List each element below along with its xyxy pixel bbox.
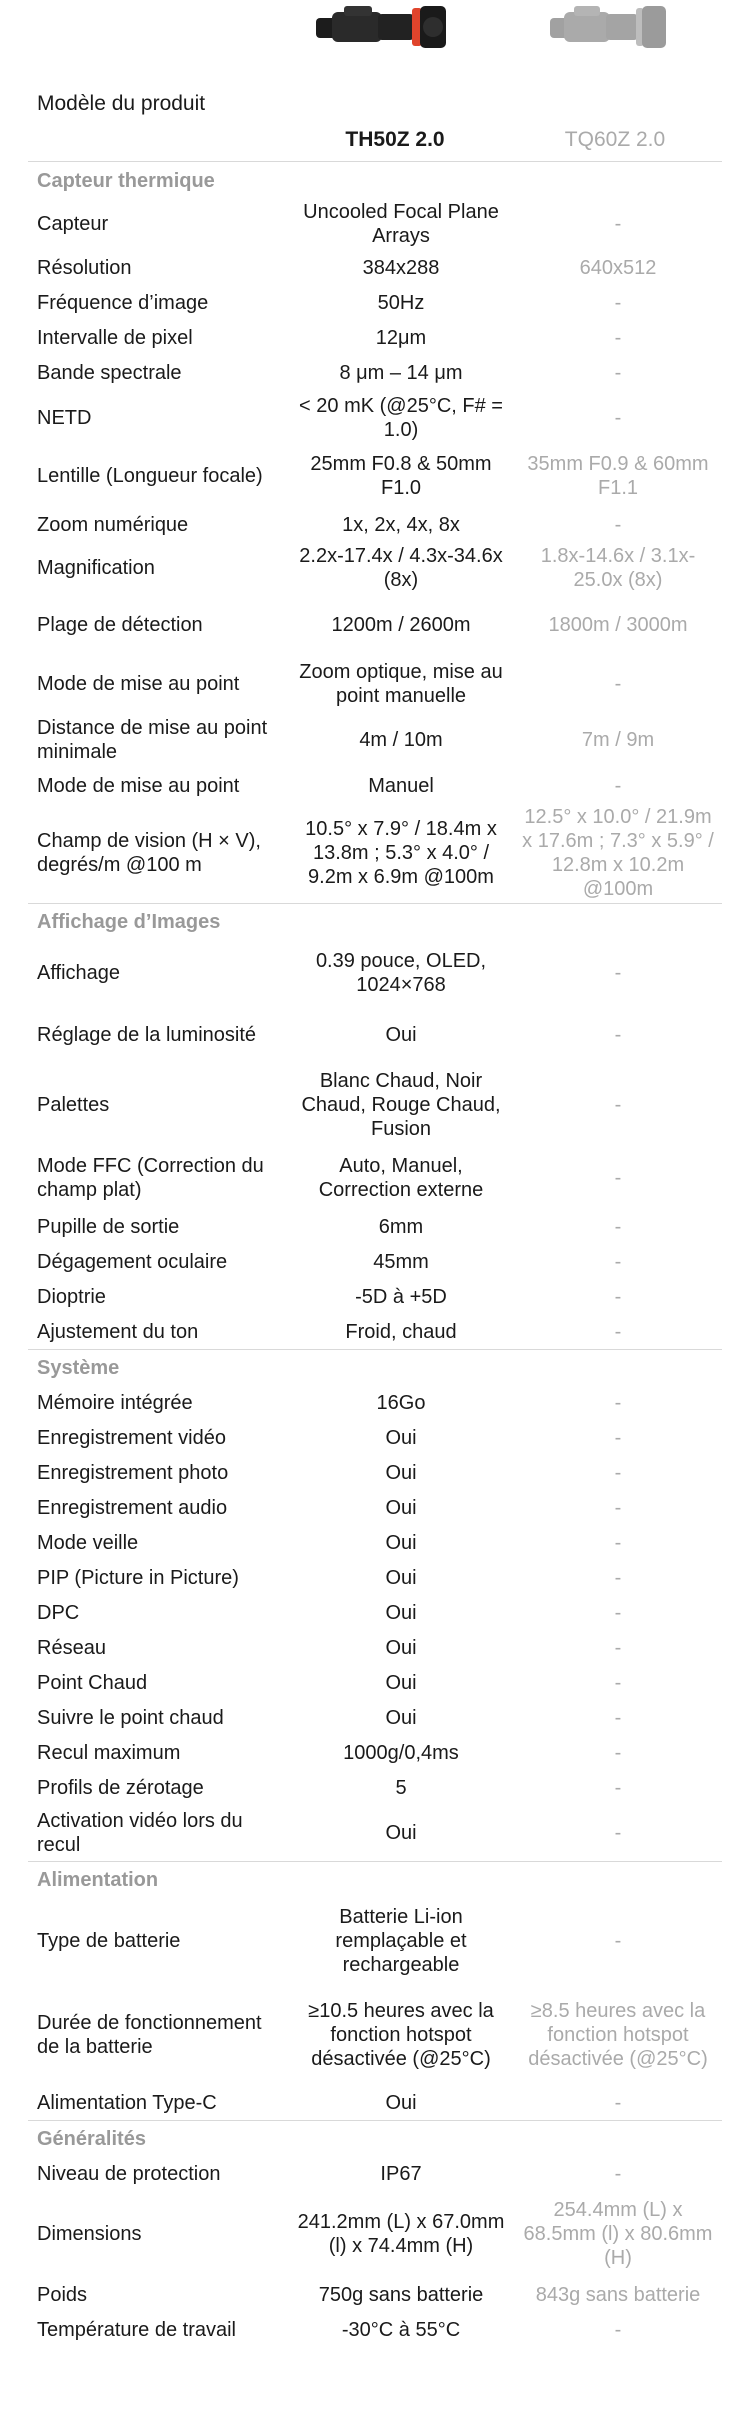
spec-label: Lentille (Longueur focale) bbox=[37, 465, 263, 487]
spec-value-b: ≥8.5 heures avec la fonction hotspot désactivée (@25°C) bbox=[528, 2000, 708, 2070]
spec-value-b: - bbox=[614, 361, 622, 384]
section-header bbox=[0, 1349, 750, 1385]
spec-label: Niveau de protection bbox=[37, 2162, 221, 2185]
spec-value-b: 12.5° x 10.0° / 21.9m x 17.6m ; 7.3° x 5.9° / 12.8m x 10.2m @100m bbox=[522, 806, 714, 900]
spec-table bbox=[0, 162, 750, 2347]
spec-value-a: Oui bbox=[385, 1671, 417, 1694]
spec-label: Mode de mise au point bbox=[37, 673, 240, 695]
spec-value-a: Manuel bbox=[368, 774, 434, 797]
spec-value-a: < 20 mK (@25°C, F# = 1.0) bbox=[299, 394, 503, 441]
spec-value-a: IP67 bbox=[380, 2162, 422, 2185]
spec-value-b: - bbox=[614, 1822, 622, 1844]
spec-row bbox=[0, 1805, 750, 1861]
spec-row bbox=[0, 320, 750, 355]
spec-value-a: 2.2x-17.4x / 4.3x-34.6x (8x) bbox=[299, 545, 503, 591]
spec-value-a: 1000g/0,4ms bbox=[343, 1741, 459, 1764]
section-header bbox=[0, 2120, 750, 2156]
thermal-scope-b-image bbox=[548, 4, 668, 50]
spec-row bbox=[0, 712, 750, 768]
spec-row bbox=[0, 1063, 750, 1147]
spec-label: Poids bbox=[37, 2283, 88, 2306]
spec-value-b: - bbox=[614, 1167, 622, 1189]
thermal-scope-a-image bbox=[314, 4, 448, 50]
spec-value-b: - bbox=[614, 1215, 622, 1238]
spec-value-b: - bbox=[614, 1024, 622, 1046]
spec-row bbox=[0, 1455, 750, 1490]
spec-value-a: -5D à +5D bbox=[355, 1285, 447, 1308]
spec-value-a: 25mm F0.8 & 50mm F1.0 bbox=[310, 453, 492, 499]
spec-value-a: Batterie Li-ion remplaçable et rechargeable bbox=[335, 1906, 467, 1976]
model-label: Modèle du produit bbox=[37, 92, 206, 115]
spec-value-b: - bbox=[614, 1741, 622, 1764]
spec-row bbox=[0, 2156, 750, 2191]
spec-value-b: - bbox=[614, 1671, 622, 1694]
spec-value-b: - bbox=[614, 774, 622, 797]
spec-value-a: Oui bbox=[385, 1461, 417, 1484]
spec-label: PIP (Picture in Picture) bbox=[37, 1566, 239, 1589]
spec-value-b: - bbox=[614, 2162, 622, 2185]
spec-value-b: 254.4mm (L) x 68.5mm (l) x 80.6mm (H) bbox=[523, 2199, 713, 2269]
section-title: Généralités bbox=[37, 2128, 146, 2150]
spec-label: Profils de zérotage bbox=[37, 1776, 204, 1799]
spec-row bbox=[0, 390, 750, 445]
spec-label: DPC bbox=[37, 1601, 80, 1624]
spec-label: Recul maximum bbox=[37, 1741, 181, 1764]
spec-value-a: Oui bbox=[385, 1024, 417, 1046]
spec-row bbox=[0, 2191, 750, 2277]
spec-label: Point Chaud bbox=[37, 1671, 148, 1694]
spec-row bbox=[0, 1700, 750, 1735]
spec-row bbox=[0, 198, 750, 250]
spec-row bbox=[0, 1490, 750, 1525]
spec-value-b: - bbox=[614, 1566, 622, 1589]
spec-label: Type de batterie bbox=[37, 1930, 181, 1952]
spec-value-b: - bbox=[614, 1320, 622, 1343]
spec-label: Affichage bbox=[37, 962, 121, 984]
spec-value-b: 35mm F0.9 & 60mm F1.1 bbox=[527, 453, 709, 499]
spec-row bbox=[0, 2312, 750, 2347]
spec-row bbox=[0, 594, 750, 656]
spec-value-a: Auto, Manuel, Correction externe bbox=[318, 1155, 484, 1201]
spec-row bbox=[0, 1595, 750, 1630]
spec-label: Enregistrement vidéo bbox=[37, 1426, 226, 1449]
spec-row bbox=[0, 1560, 750, 1595]
spec-value-b: - bbox=[614, 1531, 622, 1554]
spec-label: Pupille de sortie bbox=[37, 1215, 180, 1238]
spec-value-a: 8 μm – 14 μm bbox=[339, 361, 463, 384]
spec-label: Mode veille bbox=[37, 1531, 139, 1554]
spec-value-b: - bbox=[614, 1601, 622, 1624]
spec-value-b: 843g sans batterie bbox=[535, 2283, 701, 2306]
spec-value-a: 1200m / 2600m bbox=[331, 614, 471, 636]
spec-value-b: - bbox=[614, 513, 622, 536]
spec-value-a: 241.2mm (L) x 67.0mm (l) x 74.4mm (H) bbox=[297, 2211, 505, 2257]
spec-value-a: 16Go bbox=[376, 1391, 426, 1414]
spec-value-b: - bbox=[614, 1776, 622, 1799]
section-title: Affichage d’Images bbox=[37, 911, 221, 933]
spec-value-b: - bbox=[614, 326, 622, 349]
spec-row bbox=[0, 1314, 750, 1349]
spec-row bbox=[0, 355, 750, 390]
spec-label: Réseau bbox=[37, 1636, 106, 1659]
spec-label: Durée de fonctionnement de la batterie bbox=[37, 2012, 262, 2058]
spec-value-b: - bbox=[614, 1285, 622, 1308]
spec-label: Palettes bbox=[37, 1094, 110, 1116]
spec-value-a: 12μm bbox=[375, 326, 427, 349]
spec-value-b: 1.8x-14.6x / 3.1x-25.0x (8x) bbox=[540, 545, 696, 591]
spec-label: Suivre le point chaud bbox=[37, 1706, 224, 1729]
spec-row bbox=[0, 1735, 750, 1770]
spec-label: Température de travail bbox=[37, 2318, 236, 2341]
spec-label: Dioptrie bbox=[37, 1285, 106, 1308]
section-title: Capteur thermique bbox=[37, 170, 215, 192]
spec-label: NETD bbox=[37, 406, 92, 429]
spec-row bbox=[0, 939, 750, 1007]
spec-value-b: - bbox=[614, 1250, 622, 1273]
spec-value-a: Oui bbox=[385, 1822, 417, 1844]
spec-value-a: Oui bbox=[385, 1531, 417, 1554]
spec-value-b: - bbox=[614, 1496, 622, 1519]
spec-value-b: - bbox=[614, 1930, 622, 1952]
spec-value-a: ≥10.5 heures avec la fonction hotspot désactivée (@25°C) bbox=[308, 2000, 494, 2070]
section-divider bbox=[28, 1861, 722, 1862]
spec-label: Dimensions bbox=[37, 2223, 142, 2245]
spec-value-a: 10.5° x 7.9° / 18.4m x 13.8m ; 5.3° x 4.0° / 9.2m x 6.9m @100m bbox=[305, 818, 497, 888]
spec-label: Enregistrement photo bbox=[37, 1461, 229, 1484]
spec-value-a: 50Hz bbox=[377, 291, 425, 314]
spec-value-a: Oui bbox=[385, 2091, 417, 2114]
spec-value-a: 6mm bbox=[378, 1215, 424, 1238]
spec-row bbox=[0, 1665, 750, 1700]
section-divider bbox=[28, 1349, 722, 1350]
spec-value-a: Zoom optique, mise au point manuelle bbox=[299, 661, 503, 707]
spec-value-b: - bbox=[614, 1461, 622, 1484]
spec-label: Dégagement oculaire bbox=[37, 1250, 228, 1273]
spec-label: Distance de mise au point minimale bbox=[37, 717, 268, 763]
spec-row bbox=[0, 445, 750, 507]
product-images bbox=[0, 0, 750, 55]
spec-row bbox=[0, 656, 750, 712]
model-b-name: TQ60Z 2.0 bbox=[564, 128, 666, 151]
section-header bbox=[0, 903, 750, 939]
spec-row bbox=[0, 768, 750, 803]
model-a-name: TH50Z 2.0 bbox=[345, 128, 445, 151]
spec-value-a: Froid, chaud bbox=[345, 1320, 457, 1343]
spec-value-b: - bbox=[614, 2318, 622, 2341]
section-header bbox=[0, 1861, 750, 1897]
spec-row bbox=[0, 285, 750, 320]
section-divider bbox=[28, 2120, 722, 2121]
spec-value-b: - bbox=[614, 1636, 622, 1659]
spec-value-b: - bbox=[614, 1391, 622, 1414]
spec-value-a: 5 bbox=[395, 1776, 407, 1799]
spec-label: Ajustement du ton bbox=[37, 1320, 199, 1343]
spec-label: Enregistrement audio bbox=[37, 1496, 228, 1519]
spec-row bbox=[0, 507, 750, 542]
spec-row bbox=[0, 1630, 750, 1665]
spec-value-b: 1800m / 3000m bbox=[548, 614, 688, 636]
section-title: Système bbox=[37, 1357, 120, 1379]
spec-row bbox=[0, 1985, 750, 2085]
section-divider bbox=[28, 903, 722, 904]
spec-value-b: - bbox=[614, 213, 622, 235]
spec-value-a: 384x288 bbox=[362, 256, 440, 279]
spec-row bbox=[0, 1007, 750, 1063]
spec-row bbox=[0, 250, 750, 285]
spec-value-b: - bbox=[614, 1426, 622, 1449]
spec-value-b: - bbox=[614, 1094, 622, 1116]
spec-row bbox=[0, 542, 750, 594]
spec-value-b: - bbox=[614, 1706, 622, 1729]
spec-value-a: Oui bbox=[385, 1566, 417, 1589]
spec-label: Bande spectrale bbox=[37, 361, 182, 384]
spec-value-a: Blanc Chaud, Noir Chaud, Rouge Chaud, Fusion bbox=[301, 1070, 501, 1140]
spec-row bbox=[0, 2277, 750, 2312]
spec-value-b: - bbox=[614, 291, 622, 314]
spec-label: Zoom numérique bbox=[37, 513, 189, 536]
spec-value-a: 1x, 2x, 4x, 8x bbox=[342, 513, 460, 536]
spec-label: Résolution bbox=[37, 256, 132, 279]
spec-row bbox=[0, 1244, 750, 1279]
spec-value-a: Oui bbox=[385, 1426, 417, 1449]
spec-value-a: Uncooled Focal Plane Arrays bbox=[303, 201, 499, 247]
spec-row bbox=[0, 1147, 750, 1209]
spec-label: Mode FFC (Correction du champ plat) bbox=[37, 1155, 264, 1201]
spec-value-a: Oui bbox=[385, 1601, 417, 1624]
spec-row bbox=[0, 1420, 750, 1455]
spec-label: Mode de mise au point bbox=[37, 774, 240, 797]
spec-label: Champ de vision (H × V), degrés/m @100 m bbox=[37, 830, 261, 876]
spec-value-b: 640x512 bbox=[579, 256, 657, 279]
spec-label: Mémoire intégrée bbox=[37, 1391, 193, 1414]
spec-value-a: -30°C à 55°C bbox=[341, 2318, 461, 2341]
spec-label: Activation vidéo lors du recul bbox=[37, 1810, 243, 1856]
spec-row bbox=[0, 803, 750, 903]
spec-value-a: 0.39 pouce, OLED, 1024×768 bbox=[315, 950, 487, 996]
spec-value-a: Oui bbox=[385, 1496, 417, 1519]
spec-row bbox=[0, 1897, 750, 1985]
spec-label: Alimentation Type-C bbox=[37, 2091, 217, 2114]
spec-value-a: Oui bbox=[385, 1636, 417, 1659]
spec-value-b: - bbox=[614, 406, 622, 429]
spec-value-b: - bbox=[614, 673, 622, 695]
spec-value-a: Oui bbox=[385, 1706, 417, 1729]
spec-value-b: 7m / 9m bbox=[581, 729, 655, 751]
spec-value-a: 4m / 10m bbox=[359, 729, 443, 751]
spec-value-a: 45mm bbox=[373, 1250, 429, 1273]
spec-row bbox=[0, 1770, 750, 1805]
spec-value-b: - bbox=[614, 962, 622, 984]
spec-value-a: 750g sans batterie bbox=[318, 2283, 484, 2306]
spec-label: Capteur bbox=[37, 213, 109, 235]
spec-label: Réglage de la luminosité bbox=[37, 1024, 257, 1046]
spec-label: Plage de détection bbox=[37, 614, 203, 636]
spec-label: Intervalle de pixel bbox=[37, 326, 193, 349]
spec-value-b: - bbox=[614, 2091, 622, 2114]
spec-row bbox=[0, 1385, 750, 1420]
spec-row bbox=[0, 1279, 750, 1314]
section-title: Alimentation bbox=[37, 1869, 159, 1891]
spec-row bbox=[0, 1209, 750, 1244]
spec-label: Fréquence d’image bbox=[37, 291, 209, 314]
section-header bbox=[0, 162, 750, 198]
spec-row bbox=[0, 1525, 750, 1560]
spec-row bbox=[0, 2085, 750, 2120]
spec-label: Magnification bbox=[37, 557, 155, 579]
